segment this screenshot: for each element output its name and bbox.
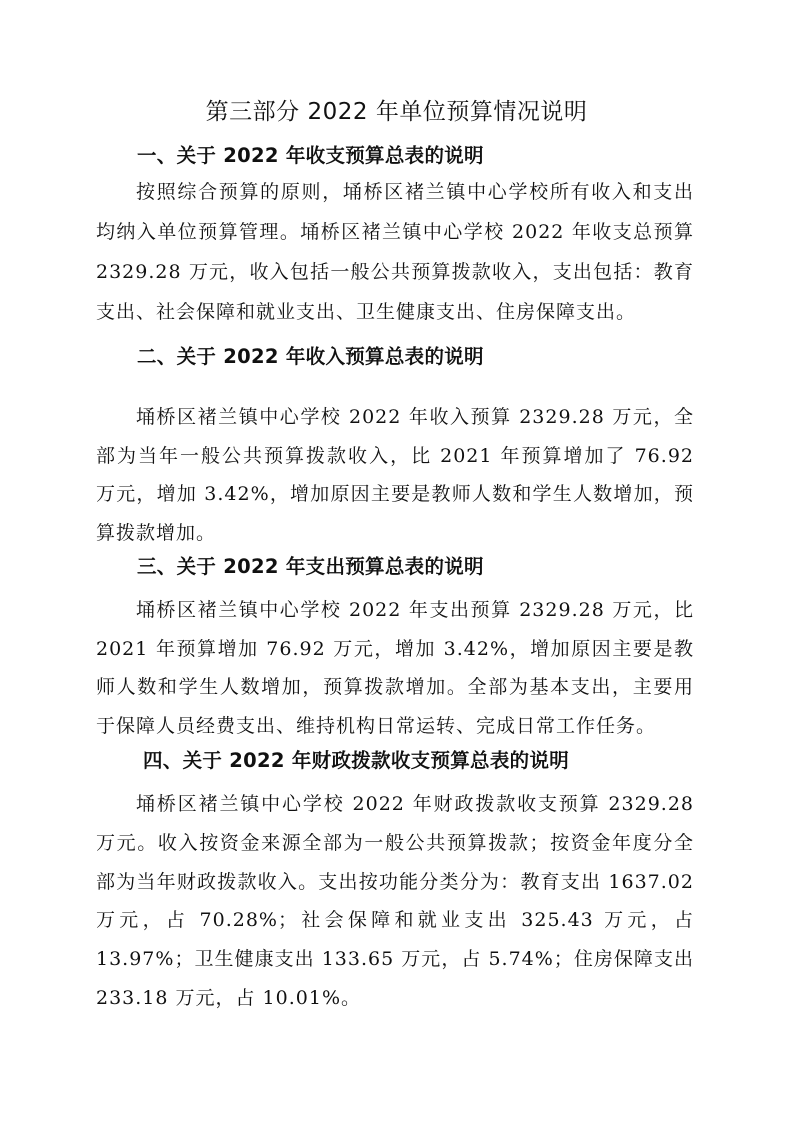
- page-title: 第三部分 2022 年单位预算情况说明: [205, 99, 588, 125]
- section-3-heading: 三、关于 2022 年支出预算总表的说明: [137, 555, 484, 578]
- section-4-heading: 四、关于 2022 年财政拨款收支预算总表的说明: [143, 749, 570, 772]
- section-1-body: 按照综合预算的原则，埇桥区褚兰镇中心学校所有收入和支出均纳入单位预算管理。埇桥区褚兰镇中心学校 2022 年收支总预算 2329.28 万元，收入包括一般公共预算拨款收入，支出包括：教育支出、社会保障和就业支出、卫生健康支出、住房保障支出。: [96, 181, 694, 323]
- section-2-heading: 二、关于 2022 年收入预算总表的说明: [137, 345, 484, 368]
- section-4-body: 埇桥区褚兰镇中心学校 2022 年财政拨款收支预算 2329.28 万元。收入按资金来源全部为一般公共预算拨款；按资金年度分全部为当年财政拨款收入。支出按功能分类分为：教育支出 1637.02 万元，占 70.28%；社会保障和就业支出 325.43 万元，占 13.97%；卫生健康支出 133.65 万元，占 5.74%；住房保障支出 233.18 万元，占 10.01%。: [96, 793, 694, 1009]
- section-3-body: 埇桥区褚兰镇中心学校 2022 年支出预算 2329.28 万元，比 2021 年预算增加 76.92 万元，增加 3.42%，增加原因主要是教师人数和学生人数增加，预算拨款增加。全部为基本支出，主要用于保障人员经费支出、维持机构日常运转、完成日常工作任务。: [96, 599, 694, 737]
- section-1-heading: 一、关于 2022 年收支预算总表的说明: [137, 144, 484, 167]
- section-2-body: 埇桥区褚兰镇中心学校 2022 年收入预算 2329.28 万元，全部为当年一般公共预算拨款收入，比 2021 年预算增加了 76.92 万元，增加 3.42%，增加原因主要是教师人数和学生人数增加，预算拨款增加。: [96, 406, 694, 544]
